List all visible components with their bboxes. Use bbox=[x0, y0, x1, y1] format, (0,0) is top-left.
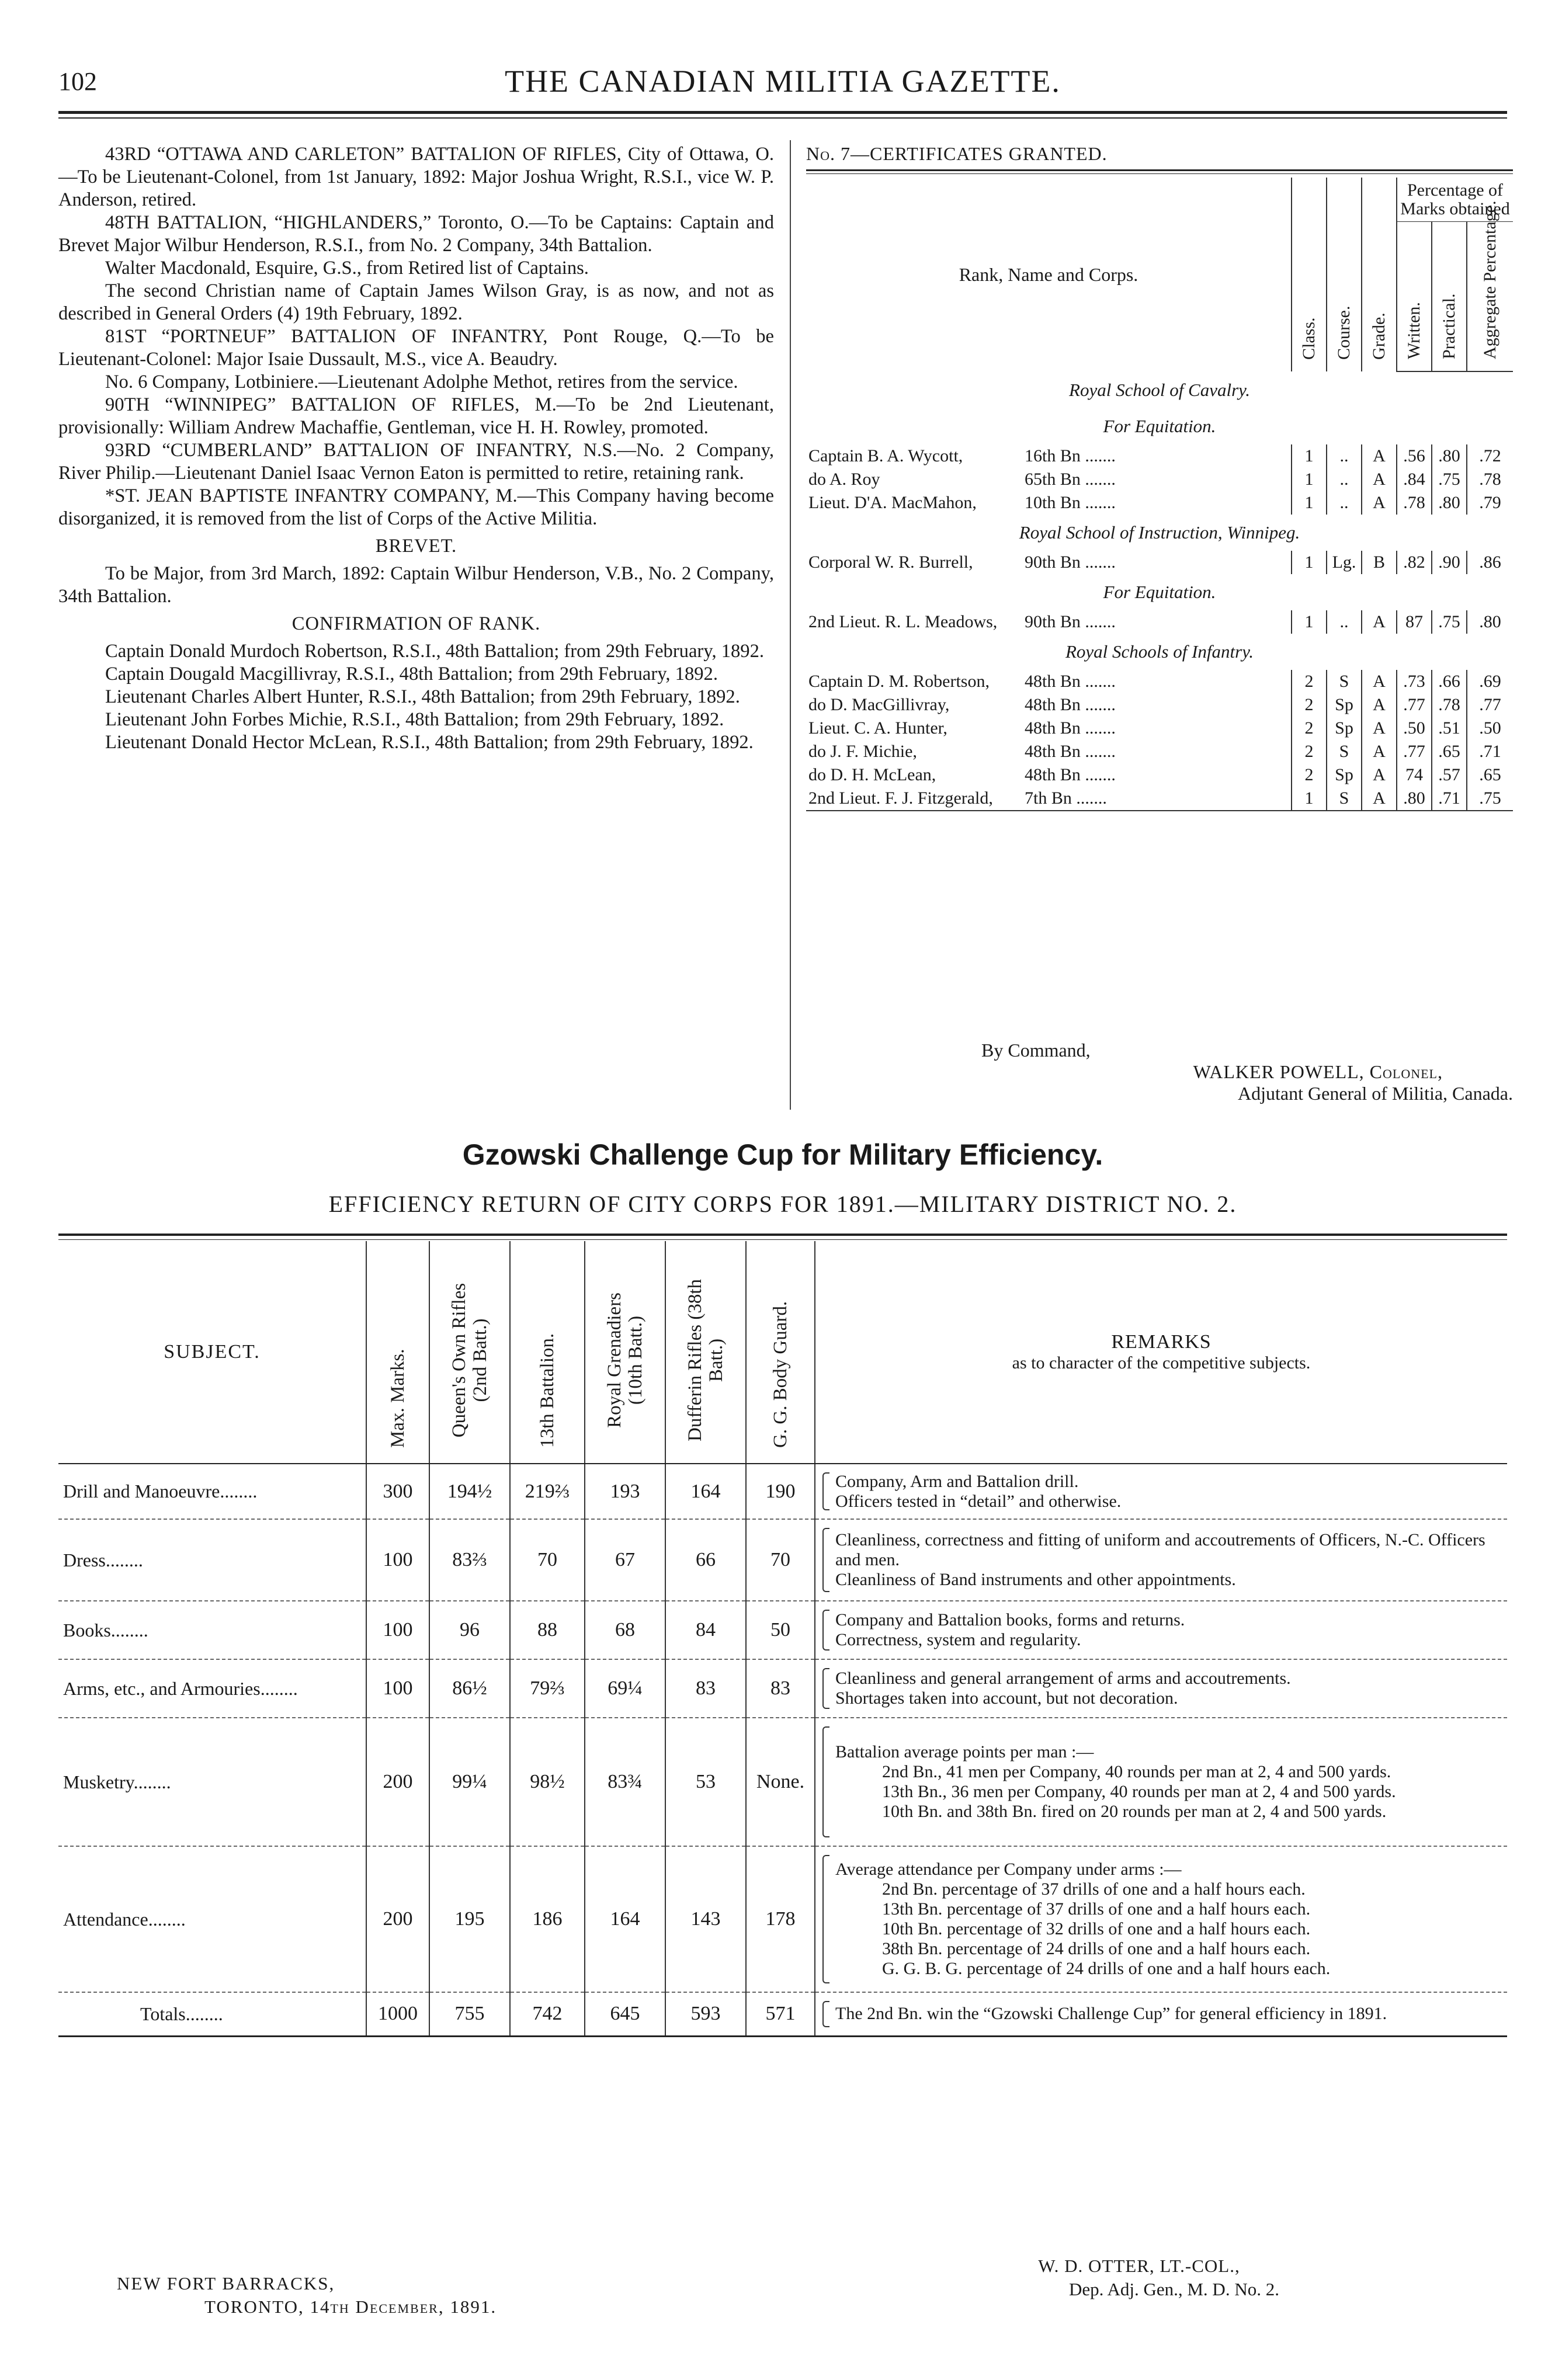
confirmation-hunter: Lieutenant Charles Albert Hunter, R.S.I., 48th Battalion; from 29th February, 1892. bbox=[105, 686, 740, 707]
efficiency-qor: 83⅔ bbox=[429, 1519, 510, 1601]
efficiency-qor: 194½ bbox=[429, 1464, 510, 1519]
certificates-title: No. 7—CERTIFICATES GRANTED. bbox=[806, 143, 1108, 164]
efficiency-qor: 86½ bbox=[429, 1659, 510, 1718]
header-course: Course. bbox=[1327, 178, 1362, 371]
order-no6-company: No. 6 Company, Lotbiniere.—Lieutenant Adolphe Methot, retires from the service. bbox=[105, 371, 738, 392]
certificate-grade: A bbox=[1362, 740, 1397, 763]
certificate-practical: .51 bbox=[1432, 717, 1467, 740]
order-james-wilson-gray: The second Christian name of Captain James Wilson Gray, is as now, and not as described in General Orders (4) 19th February, 1892. bbox=[58, 280, 774, 324]
efficiency-b13: 219⅔ bbox=[510, 1464, 585, 1519]
header-practical: Practical. bbox=[1432, 222, 1467, 372]
header-remarks bbox=[815, 1241, 1507, 1464]
command-signature-title: Adjutant General of Militia, Canada. bbox=[1238, 1083, 1513, 1104]
certificate-rank-corps: Captain B. A. Wycott, 16th Bn ....... bbox=[808, 446, 1116, 465]
brevet-heading: BREVET. bbox=[375, 536, 457, 557]
efficiency-rg: 645 bbox=[585, 1992, 665, 2036]
certificate-written: .50 bbox=[1397, 717, 1432, 740]
certificate-row bbox=[806, 740, 1513, 763]
header-grade: Grade. bbox=[1362, 178, 1397, 371]
header-queens-own-rifles: Queen's Own Rifles (2nd Batt.) bbox=[429, 1241, 510, 1464]
efficiency-max: 200 bbox=[366, 1718, 429, 1846]
certificate-row bbox=[806, 491, 1513, 515]
order-81st-battalion: 81ST “PORTNEUF” BATTALION OF INFANTRY, Pont Rouge, Q.—To be Lieutenant-Colonel: Major Isaie Dussault, M.S., vice A. Beaudry. bbox=[58, 326, 774, 370]
efficiency-rg: 164 bbox=[585, 1846, 665, 1992]
header-royal-grenadiers: Royal Grenadiers (10th Batt.) bbox=[585, 1241, 665, 1464]
certificate-written: 87 bbox=[1397, 610, 1432, 634]
efficiency-remarks: Cleanliness, correctness and fitting of uniform and accoutrements of Officers, N.-C. Officers and men. Cleanliness of Band instruments and other appointments. bbox=[815, 1519, 1507, 1601]
certificate-rank-corps: do D. MacGillivray, 48th Bn ....... bbox=[808, 695, 1116, 714]
certificate-written: .80 bbox=[1397, 787, 1432, 811]
certificate-row bbox=[806, 670, 1513, 693]
efficiency-dr: 84 bbox=[665, 1601, 746, 1659]
order-43rd-battalion: 43RD “OTTAWA AND CARLETON” BATTALION OF RIFLES, City of Ottawa, O.—To be Lieutenant-Colonel, from 1st January, 1892: Major Joshua Wright, R.S.I., vice W. P. Anderson, retired. bbox=[58, 144, 774, 210]
efficiency-b13: 186 bbox=[510, 1846, 585, 1992]
certificate-grade: A bbox=[1362, 787, 1397, 811]
confirmation-heading: CONFIRMATION OF RANK. bbox=[291, 613, 541, 634]
remarks-subheading: as to character of the competitive subjects. bbox=[1012, 1353, 1311, 1373]
efficiency-rg: 193 bbox=[585, 1464, 665, 1519]
efficiency-row bbox=[58, 1992, 1507, 2036]
certificates-body bbox=[806, 371, 1513, 811]
certificate-cls: 1 bbox=[1292, 787, 1327, 811]
certificate-rank-corps: 2nd Lieut. R. L. Meadows, 90th Bn ....... bbox=[808, 612, 1116, 631]
header-rule bbox=[58, 111, 1507, 114]
certificate-cls: 2 bbox=[1292, 740, 1327, 763]
certificate-grade: A bbox=[1362, 693, 1397, 717]
efficiency-subject: Totals........ bbox=[58, 1992, 366, 2036]
footer-date: TORONTO, 14th December, 1891. bbox=[204, 2296, 497, 2317]
certificate-grade: A bbox=[1362, 717, 1397, 740]
certificates-rule bbox=[806, 169, 1513, 174]
efficiency-rg: 83¾ bbox=[585, 1718, 665, 1846]
certificates-table bbox=[806, 178, 1513, 811]
efficiency-subject: Arms, etc., and Armouries........ bbox=[58, 1659, 366, 1718]
certificate-practical: .75 bbox=[1432, 610, 1467, 634]
certificate-row bbox=[806, 610, 1513, 634]
certificate-grade: A bbox=[1362, 610, 1397, 634]
certificate-cls: 1 bbox=[1292, 491, 1327, 515]
certificate-aggregate: .77 bbox=[1467, 693, 1513, 717]
certificate-practical: .71 bbox=[1432, 787, 1467, 811]
certificate-rank-corps: do A. Roy 65th Bn ....... bbox=[808, 470, 1116, 489]
efficiency-qor: 755 bbox=[429, 1992, 510, 2036]
confirmation-michie: Lieutenant John Forbes Michie, R.S.I., 48th Battalion; from 29th February, 1892. bbox=[105, 709, 724, 730]
certificate-cls: 1 bbox=[1292, 551, 1327, 574]
efficiency-qor: 195 bbox=[429, 1846, 510, 1992]
footer-place: NEW FORT BARRACKS, bbox=[117, 2273, 335, 2294]
certificate-written: .77 bbox=[1397, 740, 1432, 763]
efficiency-max: 200 bbox=[366, 1846, 429, 1992]
certificate-practical: .66 bbox=[1432, 670, 1467, 693]
efficiency-row bbox=[58, 1846, 1507, 1992]
efficiency-remarks: Battalion average points per man :— 2nd Bn., 41 men per Company, 40 rounds per man at 2, 4 and 500 yards. 13th Bn., 36 men per Company, 40 rounds per man at 2, 4 and 500 yards. 10th Bn. and 38th Bn. fired on 20 rounds per man at 2, 4 and 500 yards. bbox=[815, 1718, 1507, 1846]
certificate-row bbox=[806, 717, 1513, 740]
certificate-practical: .75 bbox=[1432, 468, 1467, 491]
efficiency-row bbox=[58, 1659, 1507, 1718]
by-command: By Command, bbox=[981, 1040, 1091, 1061]
order-93rd-battalion: 93RD “CUMBERLAND” BATTALION OF INFANTRY, N.S.—No. 2 Company, River Philip.—Lieutenant Daniel Isaac Vernon Eaton is permitted to retire, retaining rank. bbox=[58, 440, 774, 484]
certificate-cls: 2 bbox=[1292, 693, 1327, 717]
gzowski-rule-thin bbox=[58, 1239, 1507, 1240]
certificate-cls: 2 bbox=[1292, 670, 1327, 693]
certificate-grade: A bbox=[1362, 763, 1397, 787]
efficiency-gg: 50 bbox=[746, 1601, 815, 1659]
column-divider bbox=[790, 140, 791, 1110]
certificate-aggregate: .86 bbox=[1467, 551, 1513, 574]
footer-signature-block bbox=[935, 2254, 1344, 2301]
certificate-cls: 2 bbox=[1292, 763, 1327, 787]
certificate-aggregate: .72 bbox=[1467, 444, 1513, 468]
footer-place-date bbox=[117, 2272, 497, 2319]
certificate-written: .82 bbox=[1397, 551, 1432, 574]
certificate-aggregate: .78 bbox=[1467, 468, 1513, 491]
certificate-written: .73 bbox=[1397, 670, 1432, 693]
certificate-course: Lg. bbox=[1327, 551, 1362, 574]
certificate-aggregate: .71 bbox=[1467, 740, 1513, 763]
efficiency-rg: 68 bbox=[585, 1601, 665, 1659]
certificate-grade: A bbox=[1362, 491, 1397, 515]
certificate-course: S bbox=[1327, 787, 1362, 811]
certificate-aggregate: .79 bbox=[1467, 491, 1513, 515]
certificate-aggregate: .50 bbox=[1467, 717, 1513, 740]
certificate-section-heading: Royal Schools of Infantry. bbox=[1065, 641, 1254, 662]
gzowski-title: Gzowski Challenge Cup for Military Efficiency. bbox=[462, 1138, 1103, 1171]
efficiency-subject: Attendance........ bbox=[58, 1846, 366, 1992]
certificate-written: .78 bbox=[1397, 491, 1432, 515]
efficiency-row bbox=[58, 1718, 1507, 1846]
command-block bbox=[806, 1040, 1513, 1104]
efficiency-remarks: Cleanliness and general arrangement of arms and accoutrements. Shortages taken into account, but not decoration. bbox=[815, 1659, 1507, 1718]
certificate-grade: A bbox=[1362, 444, 1397, 468]
certificate-course: Sp bbox=[1327, 717, 1362, 740]
header-body-guard: G. G. Body Guard. bbox=[746, 1241, 815, 1464]
confirmation-robertson: Captain Donald Murdoch Robertson, R.S.I., 48th Battalion; from 29th February, 1892. bbox=[105, 641, 765, 662]
efficiency-remarks: Company, Arm and Battalion drill. Officers tested in “detail” and otherwise. bbox=[815, 1464, 1507, 1519]
certificate-rank-corps: 2nd Lieut. F. J. Fitzgerald, 7th Bn ....... bbox=[808, 788, 1107, 808]
page-header bbox=[58, 63, 1507, 110]
certificate-aggregate: .65 bbox=[1467, 763, 1513, 787]
efficiency-dr: 66 bbox=[665, 1519, 746, 1601]
confirmation-mclean: Lieutenant Donald Hector McLean, R.S.I., 48th Battalion; from 29th February, 1892. bbox=[105, 732, 754, 753]
certificate-course: S bbox=[1327, 670, 1362, 693]
efficiency-qor: 96 bbox=[429, 1601, 510, 1659]
certificate-rank-corps: Lieut. C. A. Hunter, 48th Bn ....... bbox=[808, 718, 1116, 738]
certificate-cls: 1 bbox=[1292, 468, 1327, 491]
certificate-rank-corps: Lieut. D'A. MacMahon, 10th Bn ....... bbox=[808, 493, 1116, 512]
certificate-rank-corps: Corporal W. R. Burrell, 90th Bn ....... bbox=[808, 553, 1116, 572]
order-st-jean-baptiste: *ST. JEAN BAPTISTE INFANTRY COMPANY, M.—This Company having become disorganized, it is removed from the list of Corps of the Active Militia. bbox=[58, 485, 774, 529]
certificate-row bbox=[806, 693, 1513, 717]
certificate-cls: 1 bbox=[1292, 610, 1327, 634]
efficiency-subject: Books........ bbox=[58, 1601, 366, 1659]
efficiency-b13: 70 bbox=[510, 1519, 585, 1601]
certificate-section-heading: Royal School of Instruction, Winnipeg. bbox=[1019, 522, 1300, 543]
certificate-course: S bbox=[1327, 740, 1362, 763]
command-signature: WALKER POWELL, Colonel, bbox=[1193, 1061, 1443, 1082]
certificate-written: .84 bbox=[1397, 468, 1432, 491]
certificate-row bbox=[806, 763, 1513, 787]
efficiency-row bbox=[58, 1519, 1507, 1601]
page-number: 102 bbox=[58, 67, 97, 96]
efficiency-subject: Dress........ bbox=[58, 1519, 366, 1601]
certificate-written: .56 bbox=[1397, 444, 1432, 468]
certificate-practical: .80 bbox=[1432, 444, 1467, 468]
certificate-aggregate: .75 bbox=[1467, 787, 1513, 811]
certificate-row bbox=[806, 551, 1513, 574]
masthead: THE CANADIAN MILITIA GAZETTE. bbox=[505, 64, 1061, 99]
efficiency-gg: 190 bbox=[746, 1464, 815, 1519]
certificate-rank-corps: do J. F. Michie, 48th Bn ....... bbox=[808, 742, 1116, 761]
certificate-section-heading: For Equitation. bbox=[1103, 582, 1216, 602]
efficiency-max: 100 bbox=[366, 1659, 429, 1718]
remarks-heading: REMARKS bbox=[1111, 1331, 1212, 1353]
certificate-grade: A bbox=[1362, 468, 1397, 491]
efficiency-remarks: Company and Battalion books, forms and returns. Correctness, system and regularity. bbox=[815, 1601, 1507, 1659]
footer-signature: W. D. OTTER, LT.-COL., bbox=[1038, 2256, 1240, 2276]
certificate-practical: .90 bbox=[1432, 551, 1467, 574]
efficiency-row bbox=[58, 1464, 1507, 1519]
certificate-course: .. bbox=[1327, 610, 1362, 634]
footer-title: Dep. Adj. Gen., M. D. No. 2. bbox=[1069, 2279, 1279, 2299]
efficiency-b13: 742 bbox=[510, 1992, 585, 2036]
certificate-course: Sp bbox=[1327, 693, 1362, 717]
certificate-cls: 1 bbox=[1292, 444, 1327, 468]
efficiency-max: 300 bbox=[366, 1464, 429, 1519]
certificates-column bbox=[806, 143, 1513, 811]
header-max-marks: Max. Marks. bbox=[366, 1241, 429, 1464]
certificate-aggregate: .80 bbox=[1467, 610, 1513, 634]
certificate-practical: .80 bbox=[1432, 491, 1467, 515]
certificate-practical: .65 bbox=[1432, 740, 1467, 763]
certificate-row bbox=[806, 787, 1513, 811]
efficiency-dr: 53 bbox=[665, 1718, 746, 1846]
efficiency-b13: 79⅔ bbox=[510, 1659, 585, 1718]
efficiency-return-table bbox=[58, 1241, 1507, 2037]
efficiency-subject: Drill and Manoeuvre........ bbox=[58, 1464, 366, 1519]
efficiency-remarks: Average attendance per Company under arms :— 2nd Bn. percentage of 37 drills of one and a half hours each. 13th Bn. percentage of 37 drills of one and a half hours each. 10th Bn. percentage of 32 drills of one and a half hours each. 38th Bn. percentage of 24 drills of one and a half hours each. G. G. B. G. percentage of 24 drills of one and a half hours each. bbox=[815, 1846, 1507, 1992]
certificate-practical: .57 bbox=[1432, 763, 1467, 787]
certificate-section-heading: Royal School of Cavalry. bbox=[1069, 380, 1250, 400]
efficiency-rg: 69¼ bbox=[585, 1659, 665, 1718]
order-48th-battalion: 48TH BATTALION, “HIGHLANDERS,” Toronto, O.—To be Captains: Captain and Brevet Major Wilbur Henderson, R.S.I., from No. 2 Company, 34th Battalion. bbox=[58, 212, 774, 256]
efficiency-body bbox=[58, 1464, 1507, 2036]
certificate-course: .. bbox=[1327, 491, 1362, 515]
header-13th-battalion: 13th Battalion. bbox=[510, 1241, 585, 1464]
certificate-course: .. bbox=[1327, 444, 1362, 468]
general-orders-column bbox=[58, 143, 774, 754]
certificate-aggregate: .69 bbox=[1467, 670, 1513, 693]
efficiency-remarks: The 2nd Bn. win the “Gzowski Challenge Cup” for general efficiency in 1891. bbox=[815, 1992, 1507, 2036]
certificate-written: 74 bbox=[1397, 763, 1432, 787]
efficiency-gg: 70 bbox=[746, 1519, 815, 1601]
certificate-rank-corps: do D. H. McLean, 48th Bn ....... bbox=[808, 765, 1116, 784]
efficiency-gg: None. bbox=[746, 1718, 815, 1846]
certificate-grade: B bbox=[1362, 551, 1397, 574]
certificate-row bbox=[806, 444, 1513, 468]
certificate-rank-corps: Captain D. M. Robertson, 48th Bn ....... bbox=[808, 672, 1116, 691]
header-rule-thin bbox=[58, 117, 1507, 119]
header-written: Written. bbox=[1397, 222, 1432, 372]
header-subject: SUBJECT. bbox=[58, 1241, 366, 1464]
header-percentage: Percentage of Marks obtained bbox=[1397, 178, 1513, 222]
header-class: Class. bbox=[1292, 178, 1327, 371]
efficiency-rg: 67 bbox=[585, 1519, 665, 1601]
efficiency-gg: 83 bbox=[746, 1659, 815, 1718]
confirmation-macgillivray: Captain Dougald Macgillivray, R.S.I., 48th Battalion; from 29th February, 1892. bbox=[105, 663, 718, 685]
efficiency-max: 1000 bbox=[366, 1992, 429, 2036]
efficiency-max: 100 bbox=[366, 1519, 429, 1601]
efficiency-b13: 88 bbox=[510, 1601, 585, 1659]
certificate-row bbox=[806, 468, 1513, 491]
order-brevet-major: To be Major, from 3rd March, 1892: Captain Wilbur Henderson, V.B., No. 2 Company, 34th Battalion. bbox=[58, 563, 774, 607]
certificate-course: Sp bbox=[1327, 763, 1362, 787]
gzowski-subtitle: EFFICIENCY RETURN OF CITY CORPS FOR 1891.—MILITARY DISTRICT NO. 2. bbox=[328, 1191, 1237, 1217]
order-90th-battalion: 90TH “WINNIPEG” BATTALION OF RIFLES, M.—To be 2nd Lieutenant, provisionally: William Andrew Machaffie, Gentleman, vice H. H. Rowley, promoted. bbox=[58, 394, 774, 438]
efficiency-b13: 98½ bbox=[510, 1718, 585, 1846]
efficiency-dr: 164 bbox=[665, 1464, 746, 1519]
efficiency-gg: 571 bbox=[746, 1992, 815, 2036]
header-dufferin-rifles: Dufferin Rifles (38th Batt.) bbox=[665, 1241, 746, 1464]
header-aggregate: Aggregate Percentage. bbox=[1467, 222, 1513, 372]
efficiency-gg: 178 bbox=[746, 1846, 815, 1992]
certificate-course: .. bbox=[1327, 468, 1362, 491]
efficiency-max: 100 bbox=[366, 1601, 429, 1659]
certificate-cls: 2 bbox=[1292, 717, 1327, 740]
efficiency-row bbox=[58, 1601, 1507, 1659]
header-rank-name-corps: Rank, Name and Corps. bbox=[959, 263, 1138, 285]
certificate-written: .77 bbox=[1397, 693, 1432, 717]
certificate-grade: A bbox=[1362, 670, 1397, 693]
efficiency-subject: Musketry........ bbox=[58, 1718, 366, 1846]
order-walter-macdonald: Walter Macdonald, Esquire, G.S., from Retired list of Captains. bbox=[105, 258, 589, 279]
gzowski-rule bbox=[58, 1234, 1507, 1236]
certificate-section-heading: For Equitation. bbox=[1103, 416, 1216, 436]
certificate-practical: .78 bbox=[1432, 693, 1467, 717]
efficiency-dr: 83 bbox=[665, 1659, 746, 1718]
efficiency-dr: 593 bbox=[665, 1992, 746, 2036]
efficiency-qor: 99¼ bbox=[429, 1718, 510, 1846]
efficiency-dr: 143 bbox=[665, 1846, 746, 1992]
